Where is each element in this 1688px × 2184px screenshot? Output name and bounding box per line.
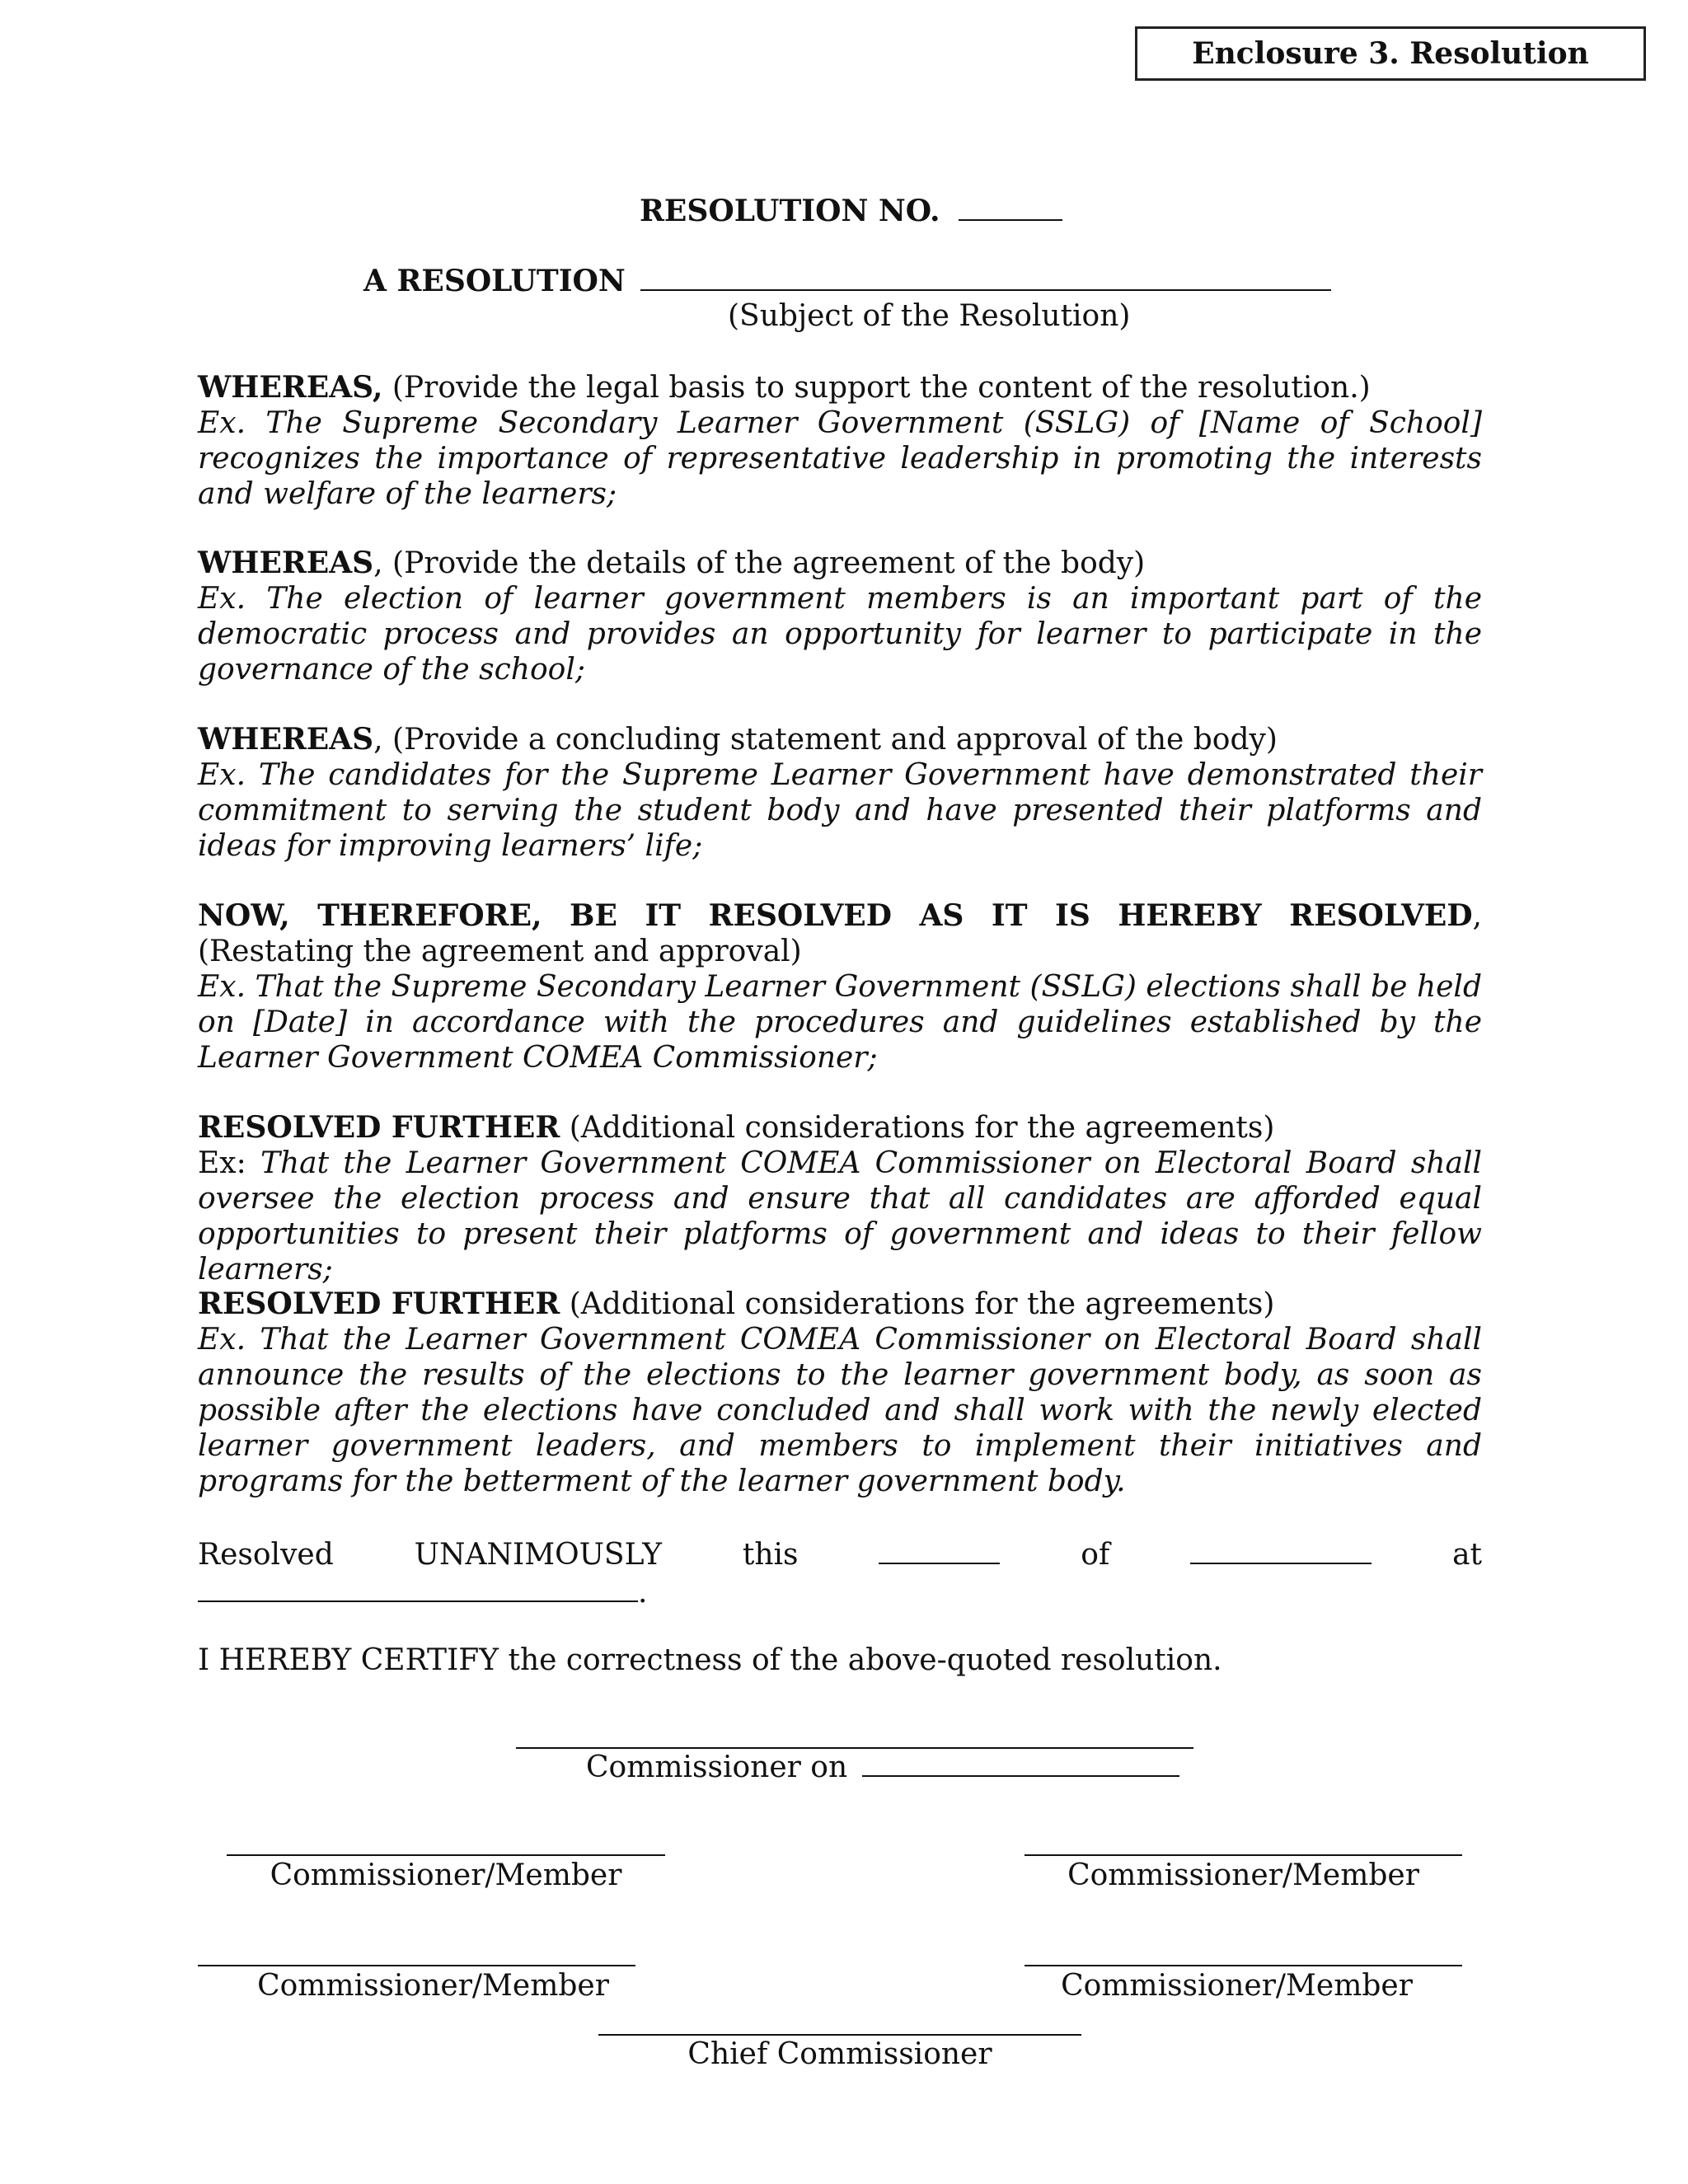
certification-statement: I HEREBY CERTIFY the correctness of the above-quoted resolution. xyxy=(198,1643,1222,1677)
section-heading xyxy=(198,1110,1482,1146)
section-keyword: WHEREAS, xyxy=(198,370,383,405)
section-example xyxy=(198,1322,1482,1499)
chief-label: Chief Commissioner xyxy=(687,2037,992,2071)
day-blank[interactable] xyxy=(879,1538,1000,1564)
section-note: , (Restating the agreement and approval) xyxy=(198,899,1482,968)
member-signature-line-2[interactable] xyxy=(1025,1854,1462,1856)
member-label-3: Commissioner/Member xyxy=(257,1969,609,2003)
chief-signature-line[interactable] xyxy=(598,2034,1081,2036)
example-text: Ex. That the Supreme Secondary Learner Government (SSLG) elections shall be held on [Date] in accordance with the procedures and guidelines established by the Learner Government COMEA Commissioner; xyxy=(198,970,1482,1075)
resolution-subject-blank[interactable] xyxy=(640,265,1331,291)
resolved-word: Resolved xyxy=(198,1538,334,1572)
example-text: Ex. The election of learner government members is an important part of the democratic process and provides an opportunity for learner to participate in the governance of the school; xyxy=(198,582,1482,687)
section-example xyxy=(198,581,1482,687)
section-heading xyxy=(198,1286,1482,1322)
resolution-prefix: A RESOLUTION xyxy=(363,264,626,298)
section-keyword: RESOLVED FURTHER xyxy=(198,1286,560,1321)
section-heading xyxy=(198,370,1482,405)
resolution-number-blank[interactable] xyxy=(959,194,1062,221)
commissioner-on-blank[interactable] xyxy=(862,1750,1179,1777)
section-note: (Additional considerations for the agreements) xyxy=(560,1287,1275,1321)
section-note: , (Provide a concluding statement and approval of the body) xyxy=(373,723,1278,757)
member-label-2: Commissioner/Member xyxy=(1067,1858,1419,1892)
section-keyword: RESOLVED FURTHER xyxy=(198,1110,560,1145)
section-keyword: NOW, THEREFORE, BE IT RESOLVED AS IT IS HEREBY RESOLVED xyxy=(198,898,1473,933)
resolution-number-title xyxy=(640,194,1062,228)
section-note: (Additional considerations for the agreements) xyxy=(560,1111,1275,1145)
resolution-number-label: RESOLUTION NO. xyxy=(640,194,940,228)
resolution-subject-line xyxy=(363,264,1331,298)
section-example xyxy=(198,405,1482,512)
commissioner-on-label: Commissioner on xyxy=(586,1750,848,1784)
unanimously-word: UNANIMOUSLY xyxy=(414,1538,662,1572)
subject-hint: (Subject of the Resolution) xyxy=(728,299,1131,333)
resolved-further-section-1 xyxy=(198,1110,1482,1287)
whereas-section-1 xyxy=(198,370,1482,512)
section-example xyxy=(198,1146,1482,1287)
section-note: (Provide the legal basis to support the content of the resolution.) xyxy=(382,371,1371,405)
section-heading xyxy=(198,546,1482,581)
at-word: at xyxy=(1452,1538,1482,1572)
of-word: of xyxy=(1081,1538,1110,1572)
member-signature-line-3[interactable] xyxy=(198,1965,635,1966)
section-heading xyxy=(198,722,1482,757)
place-blank[interactable] xyxy=(198,1576,638,1602)
resolved-unanimously-line xyxy=(198,1538,1482,1572)
example-text: Ex. The candidates for the Supreme Learner Government have demonstrated their commitment to serving the student body and have presented their platforms and ideas for improving learners’ life; xyxy=(198,758,1482,863)
example-text: Ex. The Supreme Secondary Learner Government (SSLG) of [Name of School] recognizes the importance of representative leadership in promoting the interests and welfare of the learners; xyxy=(198,406,1482,511)
section-keyword: WHEREAS xyxy=(198,722,374,757)
section-example xyxy=(198,757,1482,864)
this-word: this xyxy=(742,1538,799,1572)
example-prefix: Ex: xyxy=(198,1146,260,1180)
section-note: , (Provide the details of the agreement of the body) xyxy=(373,546,1146,580)
member-signature-line-4[interactable] xyxy=(1025,1965,1462,1966)
commissioner-signature-line[interactable] xyxy=(516,1747,1193,1749)
whereas-section-3 xyxy=(198,722,1482,864)
resolved-further-section-2 xyxy=(198,1286,1482,1499)
month-blank[interactable] xyxy=(1190,1538,1372,1564)
enclosure-label: Enclosure 3. Resolution xyxy=(1135,26,1646,81)
whereas-section-2 xyxy=(198,546,1482,687)
resolved-section xyxy=(198,898,1482,1076)
section-keyword: WHEREAS xyxy=(198,546,374,580)
member-label-1: Commissioner/Member xyxy=(270,1858,622,1892)
example-text: Ex. That the Learner Government COMEA Commissioner on Electoral Board shall announce the results of the elections to the learner government body, as soon as possible after the elections have concluded and shall work with the newly elected learner government leaders, and members to implement their initiatives and programs for the betterment of the learner government body. xyxy=(198,1323,1482,1498)
commissioner-on-row xyxy=(586,1750,1179,1784)
place-line xyxy=(198,1576,647,1610)
section-example xyxy=(198,969,1482,1076)
section-heading xyxy=(198,898,1482,969)
member-signature-line-1[interactable] xyxy=(227,1854,665,1856)
place-period: . xyxy=(638,1576,648,1610)
example-text: That the Learner Government COMEA Commissioner on Electoral Board shall oversee the election process and ensure that all candidates are afforded equal opportunities to present their platforms of government and ideas to their fellow learners; xyxy=(198,1146,1482,1286)
member-label-4: Commissioner/Member xyxy=(1061,1969,1413,2003)
